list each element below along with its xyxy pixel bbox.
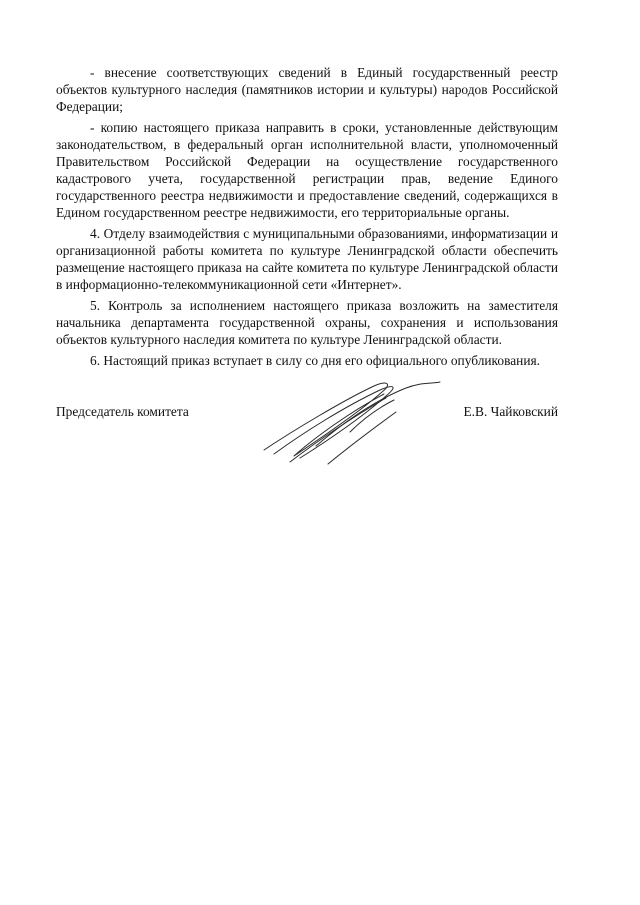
paragraph-effective-date: 6. Настоящий приказ вступает в силу со дня его официального опубликования. bbox=[90, 353, 540, 368]
paragraph-control: 5. Контроль за исполнением настоящего приказа возложить на заместителя начальника департамента государственной охраны, сохранения и использования объектов культурного наследия комитета по культуре Ленинградской области. bbox=[56, 298, 558, 347]
paragraph-publish-on-site: 4. Отделу взаимодействия с муниципальными образованиями, информатизации и организационной работы комитета по культуре Ленинградской области обеспечить размещение настоящего приказа на сайте комитета по культуре Ленинградской области в информационно-телекоммуникационной сети «Интернет». bbox=[56, 226, 558, 292]
document-body bbox=[56, 64, 558, 373]
signatory-title: Председатель комитета bbox=[56, 404, 189, 419]
paragraph-registry-entry: - внесение соответствующих сведений в Единый государственный реестр объектов культурного наследия (памятников истории и культуры) народов Российской Федерации; bbox=[56, 65, 558, 114]
handwritten-signature bbox=[254, 372, 444, 472]
signatory-name: Е.В. Чайковский bbox=[463, 404, 558, 419]
paragraph-send-copy: - копию настоящего приказа направить в сроки, установленные действующим законодательством, в федеральный орган исполнительной власти, уполномоченный Правительством Российской Федерации на осуществление государственного кадастрового учета, государственной регистрации прав, ведение Единого государственного реестра недвижимости и предоставление сведений, содержащихся в Едином государственном реестре недвижимости, его территориальные органы. bbox=[56, 120, 558, 220]
